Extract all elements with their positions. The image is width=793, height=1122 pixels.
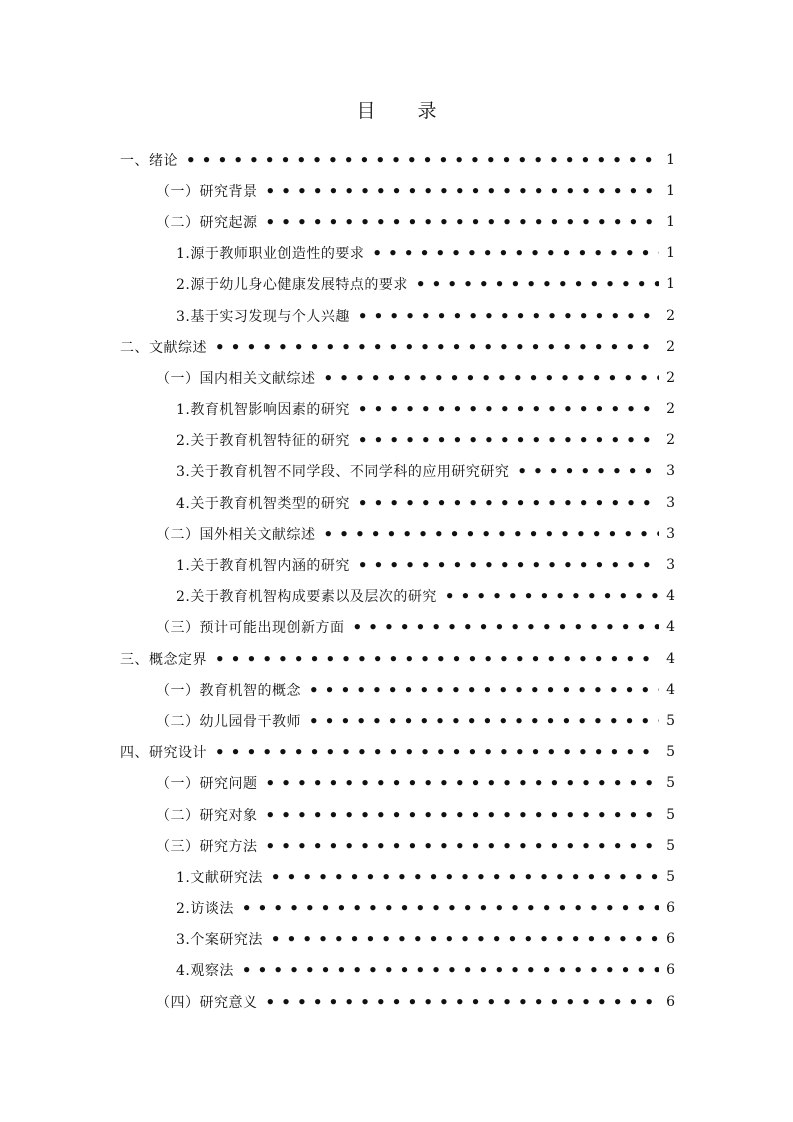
toc-page-number: 5 <box>666 744 675 761</box>
toc-entry-label: 3.个案研究法 <box>176 932 263 949</box>
toc-page-number: 2 <box>666 369 675 386</box>
toc-dot-leader <box>445 587 659 605</box>
toc-dot-leader <box>242 899 659 917</box>
toc-dot-leader <box>324 525 660 543</box>
toc-entry[interactable] <box>0 955 793 986</box>
toc-page-number: 4 <box>666 619 675 636</box>
toc-dot-leader <box>266 993 660 1011</box>
toc-entry[interactable] <box>0 394 793 425</box>
toc-entry[interactable] <box>0 362 793 393</box>
toc-page-number: 3 <box>666 463 675 480</box>
toc-entry-label: （二）研究对象 <box>156 807 258 824</box>
toc-dot-leader <box>266 774 660 792</box>
toc-entry[interactable] <box>0 674 793 705</box>
toc-page-number: 2 <box>666 338 675 355</box>
toc-entry[interactable] <box>0 893 793 924</box>
toc-entry-label: （二）研究起源 <box>156 214 258 231</box>
toc-entry-label: （一）研究背景 <box>156 183 258 200</box>
toc-page-number: 3 <box>666 494 675 511</box>
toc-dot-leader <box>215 650 659 668</box>
toc-dot-leader <box>372 244 659 262</box>
toc-entry-label: 2.访谈法 <box>176 901 234 918</box>
toc-dot-leader <box>242 961 659 979</box>
toc-entry[interactable] <box>0 768 793 799</box>
toc-entry-label: 4.关于教育机智类型的研究 <box>176 495 350 512</box>
toc-page-number: 1 <box>666 245 675 262</box>
toc-entry-label: （二）幼儿园骨干教师 <box>156 713 301 730</box>
toc-dot-leader <box>186 151 659 169</box>
toc-entry-label: （二）国外相关文献综述 <box>156 526 316 543</box>
toc-dot-leader <box>416 275 659 293</box>
toc-entry-label: （一）研究问题 <box>156 776 258 793</box>
toc-entry-label: 1.源于教师职业创造性的要求 <box>176 246 365 263</box>
toc-dot-leader <box>215 743 659 761</box>
toc-dot-leader <box>271 930 659 948</box>
toc-page-number: 2 <box>666 401 675 418</box>
toc-entry[interactable] <box>0 144 793 175</box>
toc-entry-label: 三、概念定界 <box>120 651 207 668</box>
toc-dot-leader <box>271 868 659 886</box>
toc-entry[interactable] <box>0 518 793 549</box>
toc-entry-label: 3.关于教育机智不同学段、不同学科的应用研究研究 <box>176 464 510 481</box>
toc-page-number: 6 <box>666 900 675 917</box>
toc-dot-leader <box>215 338 659 356</box>
toc-page-number: 5 <box>666 712 675 729</box>
toc-dot-leader <box>517 462 659 480</box>
page-title: 目 录 <box>356 100 455 122</box>
toc-entry-label: （三）研究方法 <box>156 838 258 855</box>
toc-page-number: 6 <box>666 993 675 1010</box>
toc-dot-leader <box>358 431 659 449</box>
toc-entry-label: 1.教育机智影响因素的研究 <box>176 402 350 419</box>
toc-entry-label: （一）国内相关文献综述 <box>156 370 316 387</box>
toc-page-number: 1 <box>666 276 675 293</box>
toc-dot-leader <box>358 494 659 512</box>
toc-entry-label: 2.源于幼儿身心健康发展特点的要求 <box>176 277 408 294</box>
toc-page-number: 5 <box>666 775 675 792</box>
toc-entry-label: 4.观察法 <box>176 963 234 980</box>
toc-entry-label: 一、绪论 <box>120 152 178 169</box>
toc-page-number: 1 <box>666 213 675 230</box>
toc-dot-leader <box>266 213 660 231</box>
toc-entry[interactable] <box>0 830 793 861</box>
toc-entry-label: （四）研究意义 <box>156 994 258 1011</box>
toc-entry[interactable] <box>0 269 793 300</box>
toc-entry[interactable] <box>0 924 793 955</box>
toc-page-number: 5 <box>666 868 675 885</box>
toc-dot-leader <box>266 806 660 824</box>
toc-dot-leader <box>266 182 660 200</box>
toc-page-number: 3 <box>666 557 675 574</box>
toc-page-number: 6 <box>666 962 675 979</box>
toc-entry[interactable] <box>0 799 793 830</box>
toc-page-number: 4 <box>666 681 675 698</box>
toc-entry[interactable] <box>0 456 793 487</box>
toc-entry[interactable] <box>0 549 793 580</box>
toc-entry-label: （三）预计可能出现创新方面 <box>156 620 345 637</box>
toc-entry[interactable] <box>0 331 793 362</box>
toc-entry-label: 2.关于教育机智特征的研究 <box>176 433 350 450</box>
toc-entry[interactable] <box>0 737 793 768</box>
table-of-contents <box>0 144 793 1017</box>
toc-entry[interactable] <box>0 861 793 892</box>
toc-dot-leader <box>266 837 660 855</box>
toc-dot-leader <box>324 369 660 387</box>
toc-page-number: 2 <box>666 432 675 449</box>
toc-dot-leader <box>358 307 659 325</box>
toc-entry-label: 二、文献综述 <box>120 339 207 356</box>
toc-page-number: 5 <box>666 806 675 823</box>
toc-entry[interactable] <box>0 175 793 206</box>
toc-page-number: 1 <box>666 182 675 199</box>
toc-page-number: 4 <box>666 650 675 667</box>
toc-entry[interactable] <box>0 300 793 331</box>
toc-dot-leader <box>309 712 659 730</box>
toc-entry[interactable] <box>0 986 793 1017</box>
toc-entry[interactable] <box>0 238 793 269</box>
toc-dot-leader <box>358 400 659 418</box>
toc-entry-label: 1.关于教育机智内涵的研究 <box>176 558 350 575</box>
toc-page-number: 2 <box>666 307 675 324</box>
toc-page-number: 5 <box>666 837 675 854</box>
toc-dot-leader <box>353 618 660 636</box>
toc-entry[interactable] <box>0 206 793 237</box>
toc-entry[interactable] <box>0 487 793 518</box>
toc-page-number: 6 <box>666 931 675 948</box>
toc-entry[interactable] <box>0 425 793 456</box>
toc-entry-label: 2.关于教育机智构成要素以及层次的研究 <box>176 589 437 606</box>
toc-entry-label: 3.基于实习发现与个人兴趣 <box>176 308 350 325</box>
toc-entry-label: 四、研究设计 <box>120 745 207 762</box>
toc-entry[interactable] <box>0 612 793 643</box>
toc-page-number: 1 <box>666 151 675 168</box>
toc-entry[interactable] <box>0 705 793 736</box>
toc-page-number: 4 <box>666 588 675 605</box>
toc-entry-label: （一）教育机智的概念 <box>156 682 301 699</box>
toc-entry[interactable] <box>0 581 793 612</box>
toc-entry-label: 1.文献研究法 <box>176 869 263 886</box>
toc-dot-leader <box>309 681 659 699</box>
toc-page-number: 3 <box>666 525 675 542</box>
toc-entry[interactable] <box>0 643 793 674</box>
toc-dot-leader <box>358 556 659 574</box>
